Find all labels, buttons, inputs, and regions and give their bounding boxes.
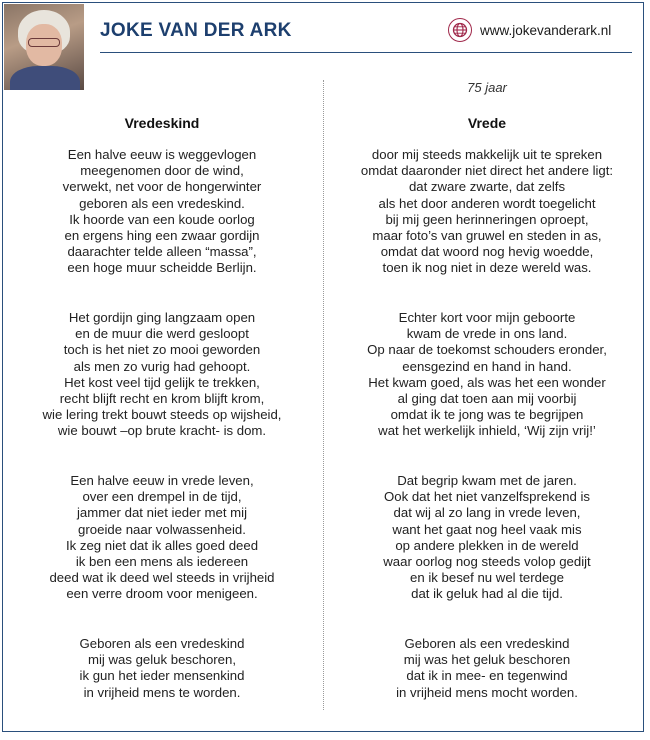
poem-line: Het kost veel tijd gelijk te trekken, bbox=[64, 374, 260, 390]
poem-line: Een halve eeuw is weggevlogen bbox=[67, 147, 257, 162]
poem-line: omdat dat woord nog hevig woedde, bbox=[380, 244, 594, 260]
poem-line: daarachter telde alleen “massa”, bbox=[67, 244, 257, 260]
author-photo bbox=[4, 4, 84, 90]
globe-icon bbox=[448, 18, 472, 42]
poem-line: Ook dat het niet vanzelfsprekend is bbox=[384, 489, 590, 505]
poem-line: en ik besef nu wel terdege bbox=[410, 570, 564, 586]
poem-line: en ergens hing een zwaar gordijn bbox=[64, 228, 260, 244]
poem-line: deed wat ik deed wel steeds in vrijheid bbox=[49, 570, 275, 586]
poem-line: dat ik geluk had al die tijd. bbox=[411, 586, 563, 602]
poem-line: door mij steeds makkelijk uit te spreken bbox=[371, 147, 603, 162]
poem-line: omdat daaronder niet direct het andere ligt: bbox=[360, 163, 614, 179]
poem-line: ik ben een mens als iedereen bbox=[75, 554, 249, 570]
poem-line: Dat begrip kwam met de jaren. bbox=[397, 473, 577, 488]
poem-line: als men zo vurig had gehoopt. bbox=[73, 358, 251, 374]
poem-line: dat ik in mee- en tegenwind bbox=[406, 668, 568, 684]
right-stanza-2 bbox=[337, 310, 637, 440]
poem-line: Het gordijn ging langzaam open bbox=[68, 310, 256, 325]
poem-line: jammer dat niet ieder met mij bbox=[76, 505, 248, 521]
poem-line: want het gaat nog heel vaak mis bbox=[392, 521, 582, 537]
poem-line: meegenomen door de wind, bbox=[80, 163, 244, 179]
poem-line: mij was geluk beschoren, bbox=[87, 652, 237, 668]
poem-line: in vrijheid mens mocht worden. bbox=[396, 684, 578, 700]
poem-line: verwekt, net voor de hongerwinter bbox=[62, 179, 262, 195]
right-stanza-4 bbox=[337, 636, 637, 701]
column-divider bbox=[323, 80, 324, 710]
poem-line: ik gun het ieder mensenkind bbox=[79, 668, 245, 684]
poem-line: eensgezind en hand in hand. bbox=[402, 358, 572, 374]
poem-line: wie bouwt –op brute kracht- is dom. bbox=[57, 423, 267, 439]
right-poem-subtitle: 75 jaar bbox=[467, 80, 507, 95]
poem-line: over een drempel in de tijd, bbox=[82, 489, 242, 505]
left-stanza-3 bbox=[12, 473, 312, 603]
website-link[interactable] bbox=[448, 18, 611, 42]
poem-line: Het kwam goed, als was het een wonder bbox=[368, 374, 606, 390]
poem-line: een verre droom voor menigeen. bbox=[66, 586, 258, 602]
poem-line: maar foto’s van gruwel en steden in as, bbox=[372, 228, 602, 244]
poem-line: dat wij al zo lang in vrede leven, bbox=[393, 505, 581, 521]
poem-line: recht blijft recht en krom blijft krom, bbox=[59, 391, 265, 407]
poem-line: toch is het niet zo mooi geworden bbox=[63, 342, 261, 358]
poem-line: toen ik nog niet in deze wereld was. bbox=[382, 260, 592, 276]
poem-line: Ik hoorde van een koude oorlog bbox=[69, 211, 255, 227]
author-name: JOKE VAN DER ARK bbox=[100, 20, 292, 41]
poem-line: bij mij geen herinneringen oproept, bbox=[385, 211, 589, 227]
poem-line: Echter kort voor mijn geboorte bbox=[398, 310, 576, 325]
right-stanza-1 bbox=[337, 147, 637, 277]
header-rule bbox=[100, 52, 632, 53]
poem-line: al ging dat toen aan mij voorbij bbox=[397, 391, 577, 407]
poem-line: mij was het geluk beschoren bbox=[403, 652, 571, 668]
poem-line: omdat ik te jong was te begrijpen bbox=[390, 407, 584, 423]
poem-line: kwam de vrede in ons land. bbox=[406, 326, 568, 342]
poem-line: wie lering trekt bouwt steeds op wijsheid, bbox=[42, 407, 282, 423]
poem-line: Een halve eeuw in vrede leven, bbox=[70, 473, 254, 488]
poem-line: Ik zeg niet dat ik alles goed deed bbox=[65, 537, 259, 553]
poem-line: in vrijheid mens te worden. bbox=[83, 684, 241, 700]
poem-line: een hoge muur scheidde Berlijn. bbox=[67, 260, 257, 276]
left-stanza-4 bbox=[12, 636, 312, 701]
poem-line: Op naar de toekomst schouders eronder, bbox=[367, 342, 607, 358]
poem-line: op andere plekken in de wereld bbox=[395, 537, 579, 553]
right-stanza-3 bbox=[337, 473, 637, 603]
poem-line: geboren als een vredeskind. bbox=[79, 195, 245, 211]
left-stanza-2 bbox=[12, 310, 312, 440]
poem-line: wat het werkelijk inhield, ‘Wij zijn vrij!’ bbox=[378, 423, 596, 439]
left-poem-title: Vredeskind bbox=[124, 115, 200, 131]
poem-line: Geboren als een vredeskind bbox=[79, 636, 245, 651]
left-stanza-1 bbox=[12, 147, 312, 277]
website-url[interactable]: www.jokevanderark.nl bbox=[480, 22, 612, 38]
poem-line: Geboren als een vredeskind bbox=[404, 636, 570, 651]
poem-line: en de muur die werd gesloopt bbox=[75, 326, 249, 342]
poem-line: als het door anderen wordt toegelicht bbox=[378, 195, 596, 211]
poem-line: waar oorlog nog steeds volop gedijt bbox=[383, 554, 591, 570]
poem-line: dat zware zwarte, dat zelfs bbox=[408, 179, 566, 195]
poem-line: groeide naar volwassenheid. bbox=[78, 521, 246, 537]
right-poem-title: Vrede bbox=[467, 115, 507, 131]
